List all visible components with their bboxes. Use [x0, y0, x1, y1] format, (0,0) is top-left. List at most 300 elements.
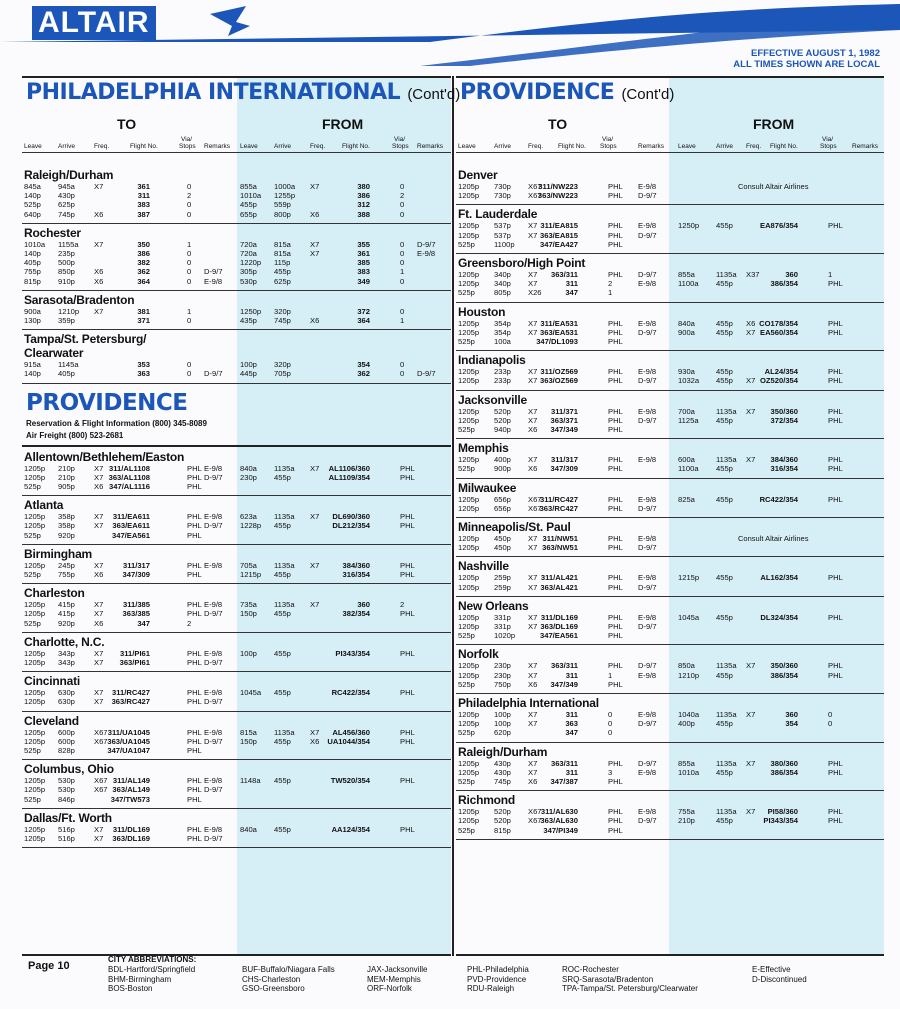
cell-stop: PHL — [608, 337, 623, 346]
cell-leave2: 530p — [240, 276, 257, 286]
cell-freq2: X7 — [746, 661, 756, 671]
schedule-row — [456, 671, 884, 680]
cell-flight2: 316/354 — [770, 464, 798, 474]
city-name: Charlotte, N.C. — [24, 634, 105, 649]
cell-leave2: 1125a — [678, 415, 699, 425]
schedule-row — [22, 267, 451, 276]
cell-leave: 525p — [24, 618, 41, 628]
cell-rem2: D-9/7 — [417, 239, 436, 249]
cell-leave2: 850a — [678, 661, 695, 671]
cell-leave: 525p — [458, 825, 475, 835]
cell-stop: PHL — [608, 661, 623, 671]
cell-flight2: RC422/354 — [331, 688, 370, 698]
cell-rem: E-9/8 — [204, 776, 223, 786]
cell-flight2: AA124/354 — [331, 824, 370, 834]
schedule-row — [456, 631, 884, 640]
cell-leave2: 1045a — [240, 688, 262, 698]
cell-arrive2: 455p — [274, 688, 291, 698]
city-name: Tampa/St. Petersburg/ — [24, 332, 147, 347]
cell-stop2: PHL — [828, 767, 843, 777]
cell-freq: X6 — [94, 618, 104, 628]
cell-freq: X67 — [528, 816, 542, 826]
cell-stop: PHL — [187, 697, 202, 707]
abbreviation: TPA-Tampa/St. Petersburg/Clearwater — [562, 984, 698, 993]
cell-arrive2: 455p — [716, 318, 733, 328]
cell-stop: PHL — [608, 191, 623, 201]
cell-stop2: 0 — [400, 360, 405, 370]
cell-leave2: 623a — [240, 512, 257, 522]
cell-leave2: 655p — [240, 209, 257, 219]
schedule-row — [456, 270, 884, 279]
cell-leave2: 930a — [678, 367, 695, 377]
abbreviation: MEM-Memphis — [367, 974, 421, 984]
cell-flight2: 384/360 — [342, 560, 370, 570]
cell-freq2: X7 — [746, 406, 756, 416]
cell-arrive: 245p — [58, 560, 75, 570]
cell-flight: 311/AL149 — [112, 776, 150, 786]
cell-leave: 525p — [458, 777, 475, 786]
cell-leave2: 1250p — [240, 306, 262, 316]
abbreviation: GSO-Greensboro — [242, 984, 305, 993]
cell-flight: 363/311 — [550, 661, 578, 671]
cell-stop: PHL — [187, 521, 202, 531]
cell-stop: PHL — [187, 785, 202, 795]
cell-leave2: 1032a — [678, 376, 700, 386]
cell-leave: 1205p — [458, 318, 480, 328]
cell-leave: 1205p — [24, 727, 46, 737]
cell-leave: 140p — [24, 249, 41, 258]
cell-flight2: 362 — [357, 369, 370, 379]
cell-freq: X6 — [94, 570, 104, 579]
col-header-via-stops: Stops — [600, 143, 617, 150]
cell-freq: X6 — [94, 209, 104, 219]
cell-rem: D-9/7 — [638, 270, 657, 279]
cell-arrive: 450p — [494, 543, 511, 553]
cell-arrive: 1155a — [58, 239, 79, 249]
cell-rem: D-9/7 — [638, 816, 657, 826]
cell-leave: 140p — [24, 191, 41, 201]
abbreviation: PHL-Philadelphia — [467, 965, 529, 974]
cell-flight: 363/DL169 — [540, 622, 578, 631]
cell-arrive2: 1135a — [716, 807, 737, 817]
cell-arrive: 537p — [494, 230, 511, 240]
page-number: Page 10 — [28, 960, 70, 972]
cell-stop: 1 — [608, 288, 613, 298]
cell-arrive: 600p — [58, 736, 75, 746]
abbreviation: ORF-Norfolk — [367, 984, 412, 993]
cell-arrive: 656p — [494, 503, 511, 513]
schedule-row — [22, 697, 451, 706]
cell-stop: 3 — [608, 767, 613, 777]
cell-freq: X7 — [528, 719, 538, 729]
cell-stop: PHL — [187, 824, 202, 834]
section-rule — [456, 790, 884, 791]
cell-freq: X7 — [94, 658, 104, 667]
cell-arrive: 405p — [58, 369, 75, 379]
schedule-row — [456, 495, 884, 504]
col-header-via: Via/ — [394, 136, 406, 143]
section-rule — [456, 693, 884, 694]
cell-freq: X7 — [94, 609, 104, 619]
schedule-row — [456, 583, 884, 592]
title-contd: (Cont'd) — [621, 86, 675, 103]
cell-flight2: 349 — [357, 276, 370, 286]
cell-flight: 363/NW51 — [542, 543, 578, 553]
schedule-row — [456, 661, 884, 670]
cell-arrive: 600p — [58, 727, 75, 737]
cell-leave2: 705a — [240, 560, 257, 570]
cell-freq2: X37 — [746, 270, 760, 279]
header-rule — [22, 152, 451, 153]
cell-arrive2: 455p — [274, 776, 291, 786]
cell-arrive: 100p — [494, 719, 511, 729]
cell-flight: 311 — [565, 279, 578, 289]
section-rule — [22, 329, 451, 330]
cell-arrive: 415p — [58, 600, 75, 610]
cell-leave: 1205p — [458, 719, 480, 729]
cell-leave: 1205p — [24, 776, 46, 786]
cell-leave: 525p — [458, 337, 475, 346]
schedule-row — [22, 649, 451, 658]
cell-leave: 525p — [458, 464, 475, 474]
cell-freq: X67 — [94, 785, 108, 795]
schedule-row — [456, 807, 884, 816]
cell-flight: 363/AL421 — [540, 582, 578, 592]
cell-flight2: 312 — [357, 200, 370, 210]
cell-freq2: X7 — [310, 463, 320, 473]
from-header: FROM — [322, 116, 364, 132]
cell-freq: X6 — [528, 679, 538, 689]
cell-flight2: 383 — [357, 267, 370, 277]
cell-flight2: 350/360 — [770, 406, 798, 416]
cell-leave: 1205p — [458, 406, 480, 416]
col-header-remarks: Remarks — [638, 143, 665, 150]
cell-arrive2: 1135a — [274, 463, 295, 473]
col-header-arrive: Arrive — [716, 143, 733, 150]
cell-freq: X7 — [528, 455, 538, 465]
cell-leave2: 305p — [240, 267, 257, 277]
cell-flight: 363/311 — [550, 758, 578, 768]
cell-leave2: 1228p — [240, 521, 262, 531]
cell-flight2: 382/354 — [342, 609, 370, 619]
cell-arrive2: 1135a — [716, 455, 737, 465]
cell-stop: PHL — [608, 679, 623, 689]
cell-rem: D-9/7 — [204, 267, 223, 277]
schedule-row — [22, 482, 451, 491]
cell-freq: X7 — [528, 376, 538, 386]
cell-leave2: 735a — [240, 600, 257, 610]
cell-flight: 311 — [137, 191, 150, 201]
cell-leave2: 720a — [240, 249, 257, 258]
cell-arrive2: 705p — [274, 369, 291, 379]
cell-rem: E-9/8 — [638, 494, 657, 504]
cell-freq: X7 — [528, 230, 538, 240]
cell-stop: 2 — [187, 618, 192, 628]
cell-freq: X7 — [528, 367, 538, 377]
cell-leave2: 1010a — [240, 191, 262, 201]
cell-flight: 363/UA1045 — [107, 736, 150, 746]
cell-rem: D-9/7 — [638, 415, 657, 425]
section-title — [26, 80, 460, 105]
cell-arrive: 100p — [494, 710, 511, 719]
cell-arrive: 945a — [58, 182, 75, 191]
cell-leave2: 1040a — [678, 710, 700, 719]
col-header-freq: Freq. — [528, 143, 544, 150]
cell-stop: PHL — [187, 834, 202, 843]
cell-arrive: 516p — [58, 834, 75, 843]
cell-stop2: PHL — [828, 670, 843, 680]
cell-stop2: 1 — [400, 316, 405, 325]
section-rule — [456, 350, 884, 351]
cell-arrive2: 455p — [716, 816, 733, 826]
cell-rem: D-9/7 — [204, 697, 223, 707]
city-name: Norfolk — [458, 647, 499, 662]
cell-rem: D-9/7 — [204, 609, 223, 619]
cell-leave: 1010a — [24, 239, 46, 249]
schedule-row — [456, 719, 884, 728]
cell-stop2: PHL — [828, 376, 843, 386]
cell-arrive: 745p — [494, 777, 511, 786]
cell-arrive2: 455p — [274, 472, 291, 482]
city-name: Milwaukee — [458, 480, 517, 495]
section-rule — [456, 478, 884, 479]
cell-flight: 311/AL421 — [540, 573, 578, 583]
cell-freq2: X7 — [746, 376, 756, 386]
cell-leave: 525p — [24, 482, 41, 491]
cell-leave2: 1100a — [678, 464, 699, 474]
cell-stop: PHL — [608, 582, 623, 592]
cell-arrive: 354p — [494, 327, 511, 337]
col-header-leave: Leave — [458, 143, 476, 150]
cell-stop2: PHL — [828, 807, 843, 817]
cell-flight: 347/AL1116 — [109, 482, 150, 491]
cell-stop: 0 — [608, 710, 613, 719]
cell-stop2: 0 — [400, 276, 405, 286]
cell-flight2: 316/354 — [342, 570, 370, 579]
cell-rem: E-9/8 — [638, 573, 657, 583]
cell-stop: PHL — [608, 327, 623, 337]
section-rule — [22, 223, 451, 224]
cell-stop: PHL — [608, 622, 623, 631]
cell-arrive: 343p — [58, 658, 75, 667]
schedule-row — [456, 504, 884, 513]
cell-leave2: 445p — [240, 369, 257, 379]
cell-leave2: 1250p — [678, 221, 700, 231]
cell-arrive: 235p — [58, 249, 75, 258]
cell-arrive2: 320p — [274, 306, 291, 316]
cell-flight: 363/NW223 — [537, 191, 578, 201]
section-rule — [22, 671, 451, 672]
city-name: Sarasota/Bradenton — [24, 292, 135, 307]
cell-stop2: 1 — [828, 270, 833, 279]
col-header-flight: Flight No. — [342, 143, 370, 150]
cell-flight2: 360 — [357, 600, 370, 610]
cell-flight: 347/309 — [122, 570, 150, 579]
cell-flight2: 384/360 — [770, 455, 798, 465]
cell-arrive: 354p — [494, 318, 511, 328]
cell-freq: X67 — [528, 494, 542, 504]
abbreviation: D-Discontinued — [752, 974, 807, 984]
cell-freq: X67 — [94, 727, 108, 737]
cell-freq2: X7 — [310, 600, 320, 610]
cell-flight: 311/371 — [550, 406, 578, 416]
cell-flight: 347 — [565, 728, 578, 738]
col-header-arrive: Arrive — [494, 143, 511, 150]
times-local: ALL TIMES SHOWN ARE LOCAL — [733, 59, 880, 70]
cell-leave: 525p — [458, 288, 475, 298]
cell-leave2: 700a — [678, 406, 695, 416]
cell-flight2: 355 — [357, 239, 370, 249]
section-rule — [22, 711, 451, 712]
cell-stop: PHL — [608, 758, 623, 768]
schedule-row — [22, 570, 451, 579]
from-header: FROM — [753, 116, 795, 132]
cell-arrive2: 1135a — [274, 560, 295, 570]
abbreviation: JAX-Jacksonville — [367, 965, 428, 974]
cell-leave2: 840a — [240, 824, 257, 834]
cell-flight: 363/RC427 — [539, 503, 578, 513]
cell-leave: 525p — [24, 530, 41, 540]
schedule-row — [22, 561, 451, 570]
schedule-row — [456, 455, 884, 464]
schedule-row — [22, 600, 451, 609]
cell-stop: PHL — [608, 270, 623, 279]
cell-arrive: 815p — [494, 825, 511, 835]
cell-freq: X67 — [528, 503, 542, 513]
schedule-row — [22, 688, 451, 697]
cell-flight: 350 — [137, 239, 150, 249]
cell-stop2: PHL — [400, 648, 415, 658]
col-header-via: Via/ — [822, 136, 834, 143]
cell-flight2: EA560/354 — [760, 327, 798, 337]
cell-stop2: PHL — [400, 609, 415, 619]
schedule-row — [456, 416, 884, 425]
cell-stop2: PHL — [828, 661, 843, 671]
cell-arrive: 1145a — [58, 360, 79, 370]
cell-rem: E-9/8 — [638, 807, 657, 817]
cell-flight: 311/RC427 — [112, 688, 150, 698]
cell-leave2: 840a — [240, 463, 257, 473]
cell-stop: 2 — [187, 191, 192, 201]
cell-freq: X67 — [94, 736, 108, 746]
cell-flight: 311/AL1108 — [109, 463, 150, 473]
cell-leave: 1205p — [458, 816, 480, 826]
cell-stop: PHL — [608, 573, 623, 583]
city-name: Ft. Lauderdale — [458, 207, 538, 222]
cell-freq: X7 — [528, 270, 538, 279]
cell-rem: D-9/7 — [638, 719, 657, 729]
cell-stop: PHL — [187, 482, 202, 491]
cell-freq2: X7 — [746, 758, 756, 768]
cell-arrive2: 625p — [274, 276, 291, 286]
cell-freq: X6 — [94, 276, 104, 286]
to-header: TO — [548, 116, 568, 132]
cell-arrive: 537p — [494, 221, 511, 231]
cell-leave: 1205p — [458, 622, 480, 631]
cell-rem: E-9/8 — [204, 824, 223, 834]
schedule-row — [22, 473, 451, 482]
section-rule — [456, 204, 884, 205]
cell-rem2: D-9/7 — [417, 369, 436, 379]
cell-leave: 1205p — [24, 736, 46, 746]
cell-flight: 363/DL169 — [112, 834, 150, 843]
schedule-row — [22, 360, 451, 369]
cell-freq: X6 — [528, 464, 538, 474]
cell-freq2: X7 — [746, 807, 756, 817]
cell-arrive2: 815a — [274, 249, 291, 258]
cell-freq: X7 — [94, 463, 104, 473]
cell-rem: E-9/8 — [204, 560, 223, 570]
cell-arrive: 230p — [494, 661, 511, 671]
cell-leave: 1205p — [458, 534, 480, 543]
abbreviation: PVD-Providence — [467, 974, 527, 984]
cell-flight: 387 — [137, 209, 150, 219]
cell-freq: X26 — [528, 288, 542, 298]
cell-flight: 363 — [137, 369, 150, 379]
cell-stop: PHL — [608, 777, 623, 786]
providence-title: PROVIDENCE — [26, 389, 188, 416]
cell-arrive: 656p — [494, 494, 511, 504]
section-rule — [456, 438, 884, 439]
schedule-row — [22, 191, 451, 200]
col-header-flight: Flight No. — [770, 143, 798, 150]
cell-flight: 362 — [137, 267, 150, 277]
cell-freq: X7 — [528, 573, 538, 583]
cell-arrive2: 1135a — [716, 710, 737, 719]
cell-leave: 1205p — [458, 573, 480, 583]
cell-flight2: 386/354 — [770, 279, 798, 289]
cell-leave: 525p — [24, 570, 41, 579]
cell-flight: 311/EA815 — [540, 221, 578, 231]
cell-stop: PHL — [608, 455, 623, 465]
cell-rem: D-9/7 — [638, 661, 657, 671]
cell-arrive2: 455p — [274, 648, 291, 658]
cell-stop: PHL — [608, 318, 623, 328]
cell-stop2: PHL — [400, 560, 415, 570]
cell-flight2: RC422/354 — [759, 494, 798, 504]
schedule-row — [456, 728, 884, 737]
cell-freq2: X7 — [310, 727, 320, 737]
cell-stop: PHL — [187, 688, 202, 698]
cell-rem: D-9/7 — [204, 736, 223, 746]
schedule-row — [22, 521, 451, 530]
cell-leave2: 400p — [678, 719, 695, 729]
cell-flight: 311/317 — [122, 560, 150, 570]
cell-flight: 311/NW223 — [538, 182, 578, 191]
cell-stop: PHL — [608, 534, 623, 543]
cell-flight: 311/AL630 — [540, 807, 578, 817]
city-name: Greensboro/High Point — [458, 256, 586, 270]
cell-leave2: 1220p — [240, 258, 262, 268]
cell-arrive2: 1135a — [716, 406, 737, 416]
cell-flight2: 372 — [357, 306, 370, 316]
cell-stop2: PHL — [400, 512, 415, 522]
cell-stop2: PHL — [400, 824, 415, 834]
schedule-row — [456, 425, 884, 434]
cell-freq2: X6 — [746, 318, 756, 328]
cell-flight2: DL212/354 — [332, 521, 370, 531]
cell-flight: 363/EA531 — [540, 327, 578, 337]
cell-freq: X7 — [94, 648, 104, 658]
cell-arrive: 520p — [494, 807, 511, 817]
cell-stop: 0 — [187, 267, 192, 277]
cell-rem: D-9/7 — [638, 622, 657, 631]
cell-arrive2: 800p — [274, 209, 291, 219]
cell-freq: X7 — [528, 622, 538, 631]
cell-stop: 0 — [187, 200, 192, 210]
cell-stop: PHL — [187, 746, 202, 755]
cell-rem: E-9/8 — [204, 463, 223, 473]
